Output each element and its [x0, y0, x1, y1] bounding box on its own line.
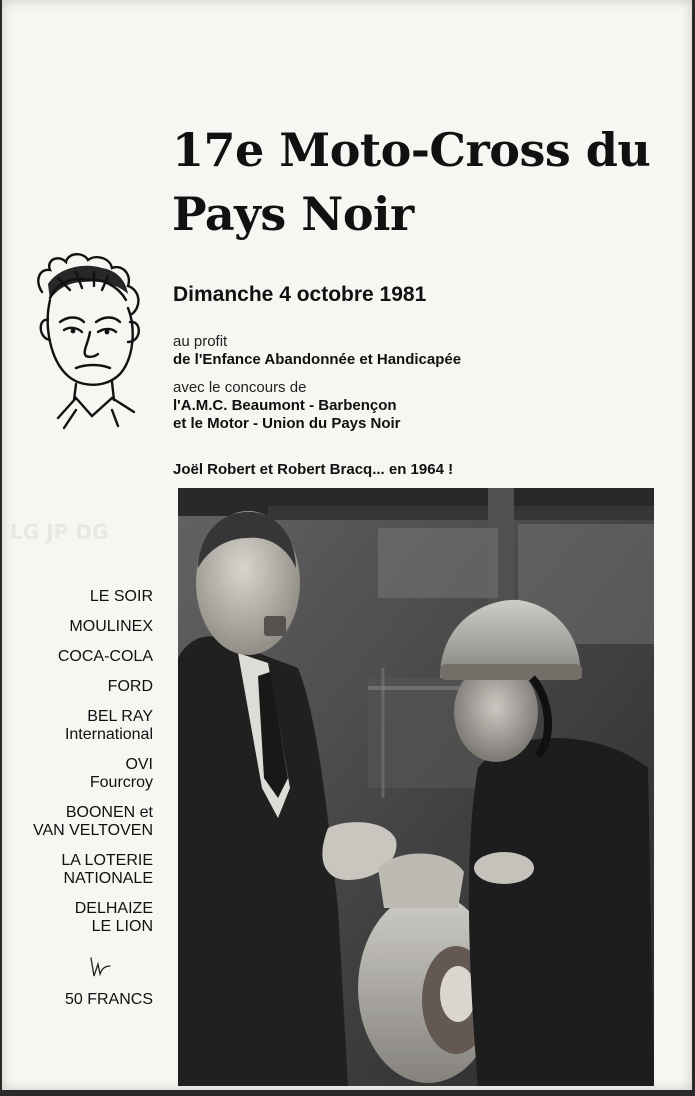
sponsor-name: OVI	[125, 756, 153, 773]
watermark-text: DG	[75, 520, 109, 544]
sponsor-item	[12, 648, 153, 666]
watermark-text: JP	[46, 520, 69, 544]
sponsor-name: COCA-COLA	[57, 648, 153, 665]
sponsor-subname: Fourcroy	[89, 774, 153, 791]
sponsor-name: BEL RAY	[87, 708, 153, 725]
sponsor-list	[12, 588, 153, 948]
event-date: Dimanche 4 octobre 1981	[173, 283, 427, 306]
sponsor-subname: LE LION	[91, 918, 153, 935]
page-title	[172, 118, 672, 246]
title-line-1: 17e Moto-Cross du	[172, 123, 651, 177]
benefit-cause: de l'Enfance Abandonnée et Handicapée	[173, 351, 462, 368]
sponsor-item	[12, 678, 153, 696]
benefit-block	[173, 333, 461, 369]
support-line-1: l'A.M.C. Beaumont - Barbençon	[173, 397, 397, 414]
signature-mark	[88, 954, 114, 980]
support-intro: avec le concours de	[173, 379, 307, 396]
watermark	[10, 520, 108, 544]
benefit-intro: au profit	[173, 333, 228, 350]
caricature-drawing	[28, 250, 156, 435]
sponsor-name: DELHAIZE	[74, 900, 153, 917]
sponsor-item	[12, 900, 153, 936]
riders-photo	[178, 488, 654, 1086]
sponsor-subname: International	[64, 726, 153, 743]
sponsor-name: LA LOTERIE	[61, 852, 153, 869]
sponsor-subname: NATIONALE	[63, 870, 153, 887]
price-label: 50 FRANCS	[64, 991, 153, 1008]
sponsor-item	[12, 708, 153, 744]
sponsor-subname: VAN VELTOVEN	[32, 822, 153, 839]
sponsor-item	[12, 756, 153, 792]
sponsor-item	[12, 618, 153, 636]
watermark-text: LG	[10, 520, 40, 544]
sponsor-name: BOONEN et	[65, 804, 153, 821]
photo-illustration	[178, 488, 654, 1086]
photo-caption: Joël Robert et Robert Bracq... en 1964 !	[173, 461, 454, 478]
title-line-2: Pays Noir	[172, 187, 414, 241]
support-line-2: et le Motor - Union du Pays Noir	[173, 415, 401, 432]
sponsor-item	[12, 804, 153, 840]
support-block	[173, 379, 401, 433]
sponsor-item	[12, 852, 153, 888]
sponsor-name: MOULINEX	[69, 618, 153, 635]
program-cover	[2, 0, 692, 1090]
sponsor-item	[12, 588, 153, 606]
sponsor-name: FORD	[107, 678, 153, 695]
sponsor-name: LE SOIR	[89, 588, 153, 605]
